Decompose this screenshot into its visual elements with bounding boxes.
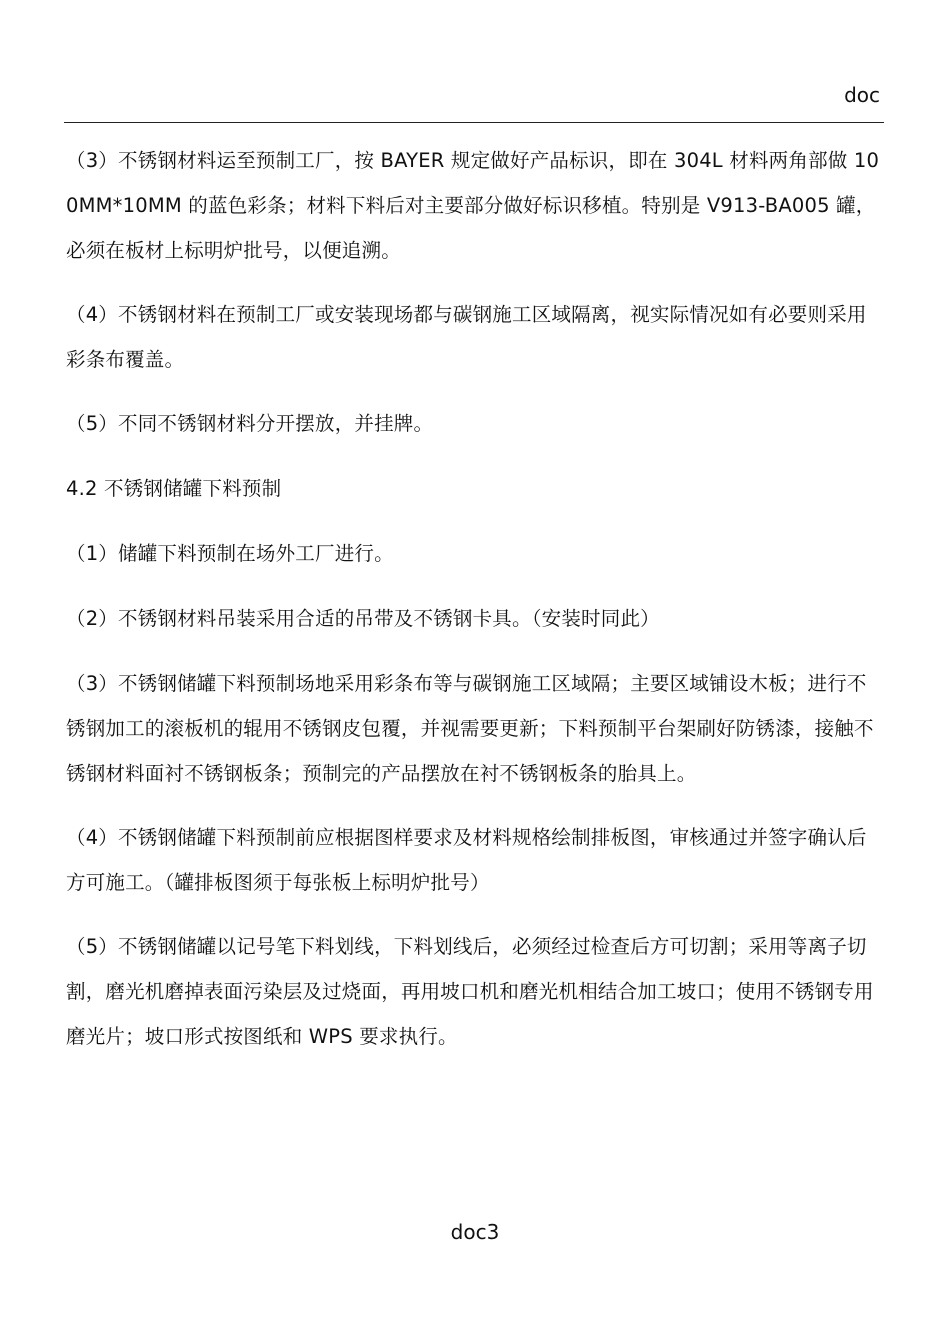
paragraph-separate-storage: （5）不同不锈钢材料分开摆放，并挂牌。 (66, 412, 434, 435)
document-body (66, 138, 886, 1078)
paragraph-offsite-prefab: （1）储罐下料预制在场外工厂进行。 (66, 542, 394, 565)
paragraph-marking-cutting: （5）不锈钢储罐以记号笔下料划线，下料划线后，必须经过检查后方可切割；采用等离子切割，磨光机磨掉表面污染层及过烧面，再用坡口机和磨光机相结合加工坡口；使用不锈钢专用磨光片；坡口形式按图纸和 WPS 要求执行。 (66, 935, 874, 1048)
section-heading: 4.2 不锈钢储罐下料预制 (66, 477, 282, 500)
header-label: doc (844, 83, 880, 107)
paragraph-prefab-site: （3）不锈钢储罐下料预制场地采用彩条布等与碳钢施工区域隔；主要区域铺设木板；进行不锈钢加工的滚板机的辊用不锈钢皮包覆，并视需要更新；下料预制平台架刷好防锈漆，接触不锈钢材料面衬不锈钢板条；预制完的产品摆放在衬不锈钢板条的胎具上。 (66, 672, 874, 785)
paragraph-material-marking: （3）不锈钢材料运至预制工厂，按 BAYER 规定做好产品标识，即在 304L 材料两角部做 100MM*10MM 的蓝色彩条；材料下料后对主要部分做好标识移植。特别是 V913-BA005 罐，必须在板材上标明炉批号，以便追溯。 (66, 149, 880, 262)
paragraph-isolation: （4）不锈钢材料在预制工厂或安装现场都与碳钢施工区域隔离，视实际情况如有必要则采用彩条布覆盖。 (66, 303, 867, 371)
header-divider (64, 122, 884, 123)
paragraph-lifting: （2）不锈钢材料吊装采用合适的吊带及不锈钢卡具。（安装时同此） (66, 607, 660, 630)
page-footer: doc3 (450, 1220, 500, 1244)
paragraph-layout-drawing: （4）不锈钢储罐下料预制前应根据图样要求及材料规格绘制排板图，审核通过并签字确认后方可施工。（罐排板图须于每张板上标明炉批号） (66, 826, 867, 894)
